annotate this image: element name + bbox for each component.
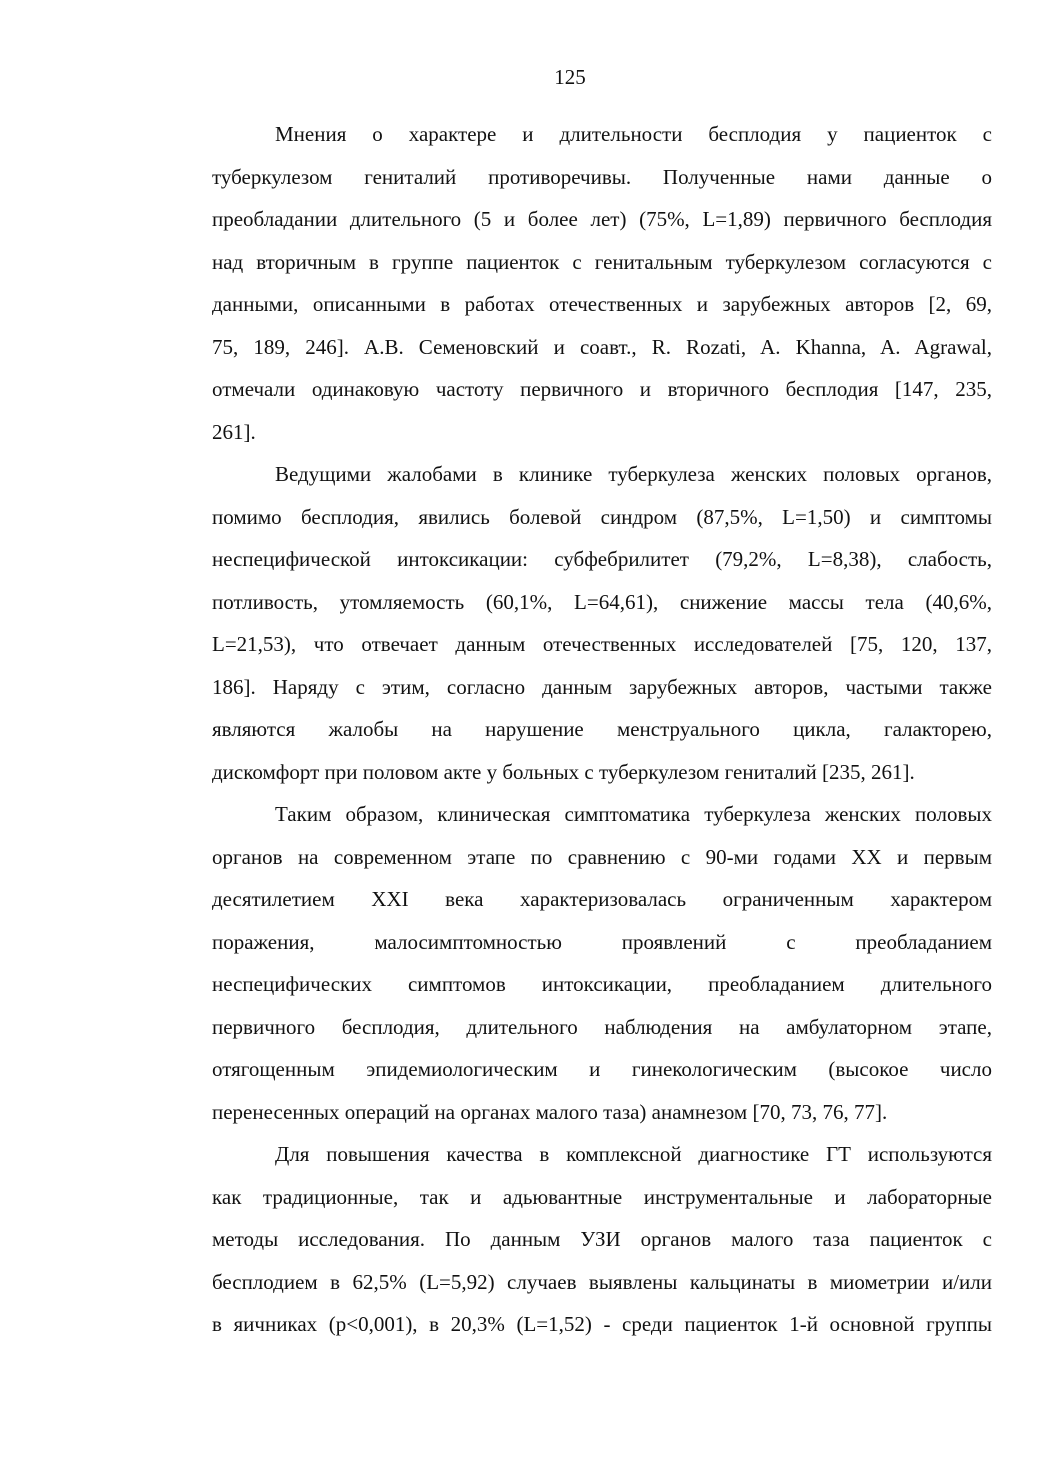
paragraph-2	[149, 453, 992, 793]
text-line: отмечали одинаковую частоту первичного и вторичного бесплодия [147, 235,	[212, 377, 992, 401]
text-line: неспецифических симптомов интоксикации, преобладанием длительного	[212, 972, 992, 996]
text-line: над вторичным в группе пациенток с генитальным туберкулезом согласуются с	[212, 249, 992, 274]
text-line: методы исследования. По данным УЗИ органов малого таза пациенток с	[212, 1227, 992, 1251]
text-line: преобладании длительного (5 и более лет) (75%, L=1,89) первичного бесплодия	[212, 207, 992, 231]
text-line: Ведущими жалобами в клинике туберкулеза женских половых органов,	[275, 462, 992, 486]
text-line: поражения, малосимптомностью проявлений с преобладанием	[212, 929, 992, 954]
text-line: являются жалобы на нарушение менструального цикла, галакторею,	[212, 717, 992, 741]
text-line: L=21,53), что отвечает данным отечественных исследователей [75, 120, 137,	[212, 632, 992, 656]
paragraph-4	[149, 1133, 992, 1346]
document-body	[149, 113, 992, 1346]
text-line: десятилетием XXI века характеризовалась ограниченным характером	[212, 887, 992, 911]
text-line: 186]. Наряду с этим, согласно данным зарубежных авторов, частыми также	[212, 674, 992, 699]
text-line: Для повышения качества в комплексной диагностике ГТ используются	[275, 1142, 992, 1166]
text-line: Мнения о характере и длительности бесплодия у пациенток с	[275, 122, 992, 146]
text-line: данными, описанными в работах отечественных и зарубежных авторов [2, 69,	[212, 292, 992, 316]
text-line: отягощенным эпидемиологическим и гинекологическим (высокое число	[212, 1057, 992, 1081]
text-line: в яичниках (p<0,001), в 20,3% (L=1,52) - среди пациенток 1-й основной группы	[212, 1312, 992, 1336]
text-line: потливость, утомляемость (60,1%, L=64,61), снижение массы тела (40,6%,	[212, 589, 992, 614]
paragraph-3	[149, 793, 992, 1133]
page-number: 125	[554, 65, 586, 89]
text-line: помимо бесплодия, явились болевой синдром (87,5%, L=1,50) и симптомы	[212, 504, 992, 529]
text-line: первичного бесплодия, длительного наблюдения на амбулаторном этапе,	[212, 1014, 992, 1039]
text-line: 261].	[212, 419, 256, 444]
paragraph-1	[149, 113, 992, 453]
text-line: туберкулезом гениталий противоречивы. Полученные нами данные о	[212, 164, 992, 189]
text-line: Таким образом, клиническая симптоматика туберкулеза женских половых	[275, 802, 992, 826]
text-line: органов на современном этапе по сравнению с 90-ми годами XX и первым	[212, 844, 992, 869]
text-line: бесплодием в 62,5% (L=5,92) случаев выявлены кальцинаты в миометрии и/или	[212, 1269, 992, 1294]
text-line: 75, 189, 246]. А.В. Семеновский и соавт., R. Rozati, A. Khanna, A. Agrawal,	[212, 334, 992, 359]
text-line: дискомфорт при половом акте у больных с туберкулезом гениталий [235, 261].	[212, 759, 915, 784]
text-line: как традиционные, так и адьювантные инструментальные и лабораторные	[212, 1184, 992, 1209]
text-line: неспецифической интоксикации: субфебрилитет (79,2%, L=8,38), слабость,	[212, 547, 992, 571]
text-line: перенесенных операций на органах малого таза) анамнезом [70, 73, 76, 77].	[212, 1099, 888, 1124]
